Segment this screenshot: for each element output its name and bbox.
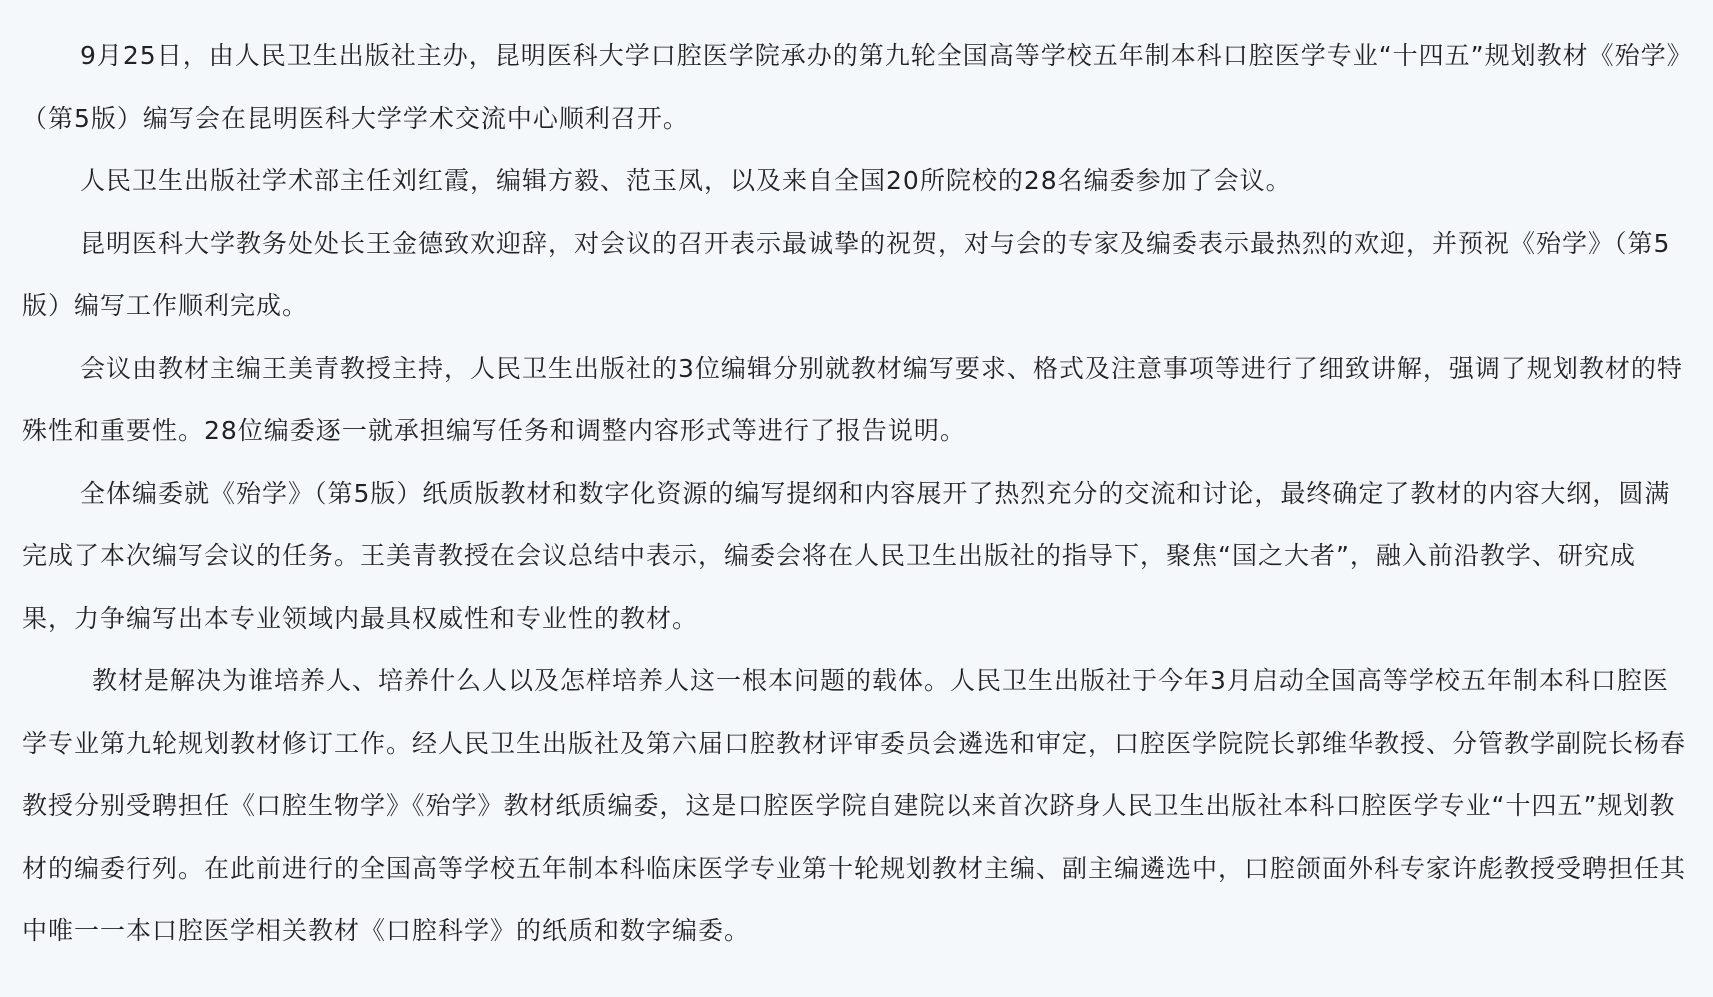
- paragraph-welcome-speech: 昆明医科大学教务处处长王金德致欢迎辞，对会议的召开表示最诚挚的祝贺，对与会的专家及编委表示最热烈的欢迎，并预祝《殆学》（第5版）编写工作顺利完成。: [22, 228, 1671, 320]
- article-body: [22, 25, 1687, 963]
- paragraph-discussion: 全体编委就《殆学》（第5版）纸质版教材和数字化资源的编写提纲和内容展开了热烈充分的交流和讨论，最终确定了教材的内容大纲，圆满完成了本次编写会议的任务。王美青教授在会议总结中表示，编委会将在人民卫生出版社的指导下，聚焦“国之大者”，融入前沿教学、研究成果，力争编写出本专业领域内最具权威性和专业性的教材。: [22, 478, 1671, 633]
- paragraph-meeting-host: 会议由教材主编王美青教授主持，人民卫生出版社的3位编辑分别就教材编写要求、格式及注意事项等进行了细致讲解，强调了规划教材的特殊性和重要性。28位编委逐一就承担编写任务和调整内容形式等进行了报告说明。: [22, 353, 1683, 445]
- paragraph-meeting-intro: 9月25日，由人民卫生出版社主办，昆明医科大学口腔医学院承办的第九轮全国高等学校五年制本科口腔医学专业“十四五”规划教材《殆学》（第5版）编写会在昆明医科大学学术交流中心顺利召开。: [22, 41, 1681, 133]
- paragraph-textbook-background: 教材是解决为谁培养人、培养什么人以及怎样培养人这一根本问题的载体。人民卫生出版社于今年3月启动全国高等学校五年制本科口腔医学专业第九轮规划教材修订工作。经人民卫生出版社及第六届口腔教材评审委员会遴选和审定，口腔医学院院长郭维华教授、分管教学副院长杨春教授分别受聘担任《口腔生物学》《殆学》教材纸质编委，这是口腔医学院自建院以来首次跻身人民卫生出版社本科口腔医学专业“十四五”规划教材的编委行列。在此前进行的全国高等学校五年制本科临床医学专业第十轮规划教材主编、副主编遴选中，口腔颌面外科专家许彪教授受聘担任其中唯一一本口腔医学相关教材《口腔科学》的纸质和数字编委。: [22, 666, 1687, 945]
- paragraph-attendees: 人民卫生出版社学术部主任刘红霞，编辑方毅、范玉凤，以及来自全国20所院校的28名编委参加了会议。: [80, 166, 1292, 195]
